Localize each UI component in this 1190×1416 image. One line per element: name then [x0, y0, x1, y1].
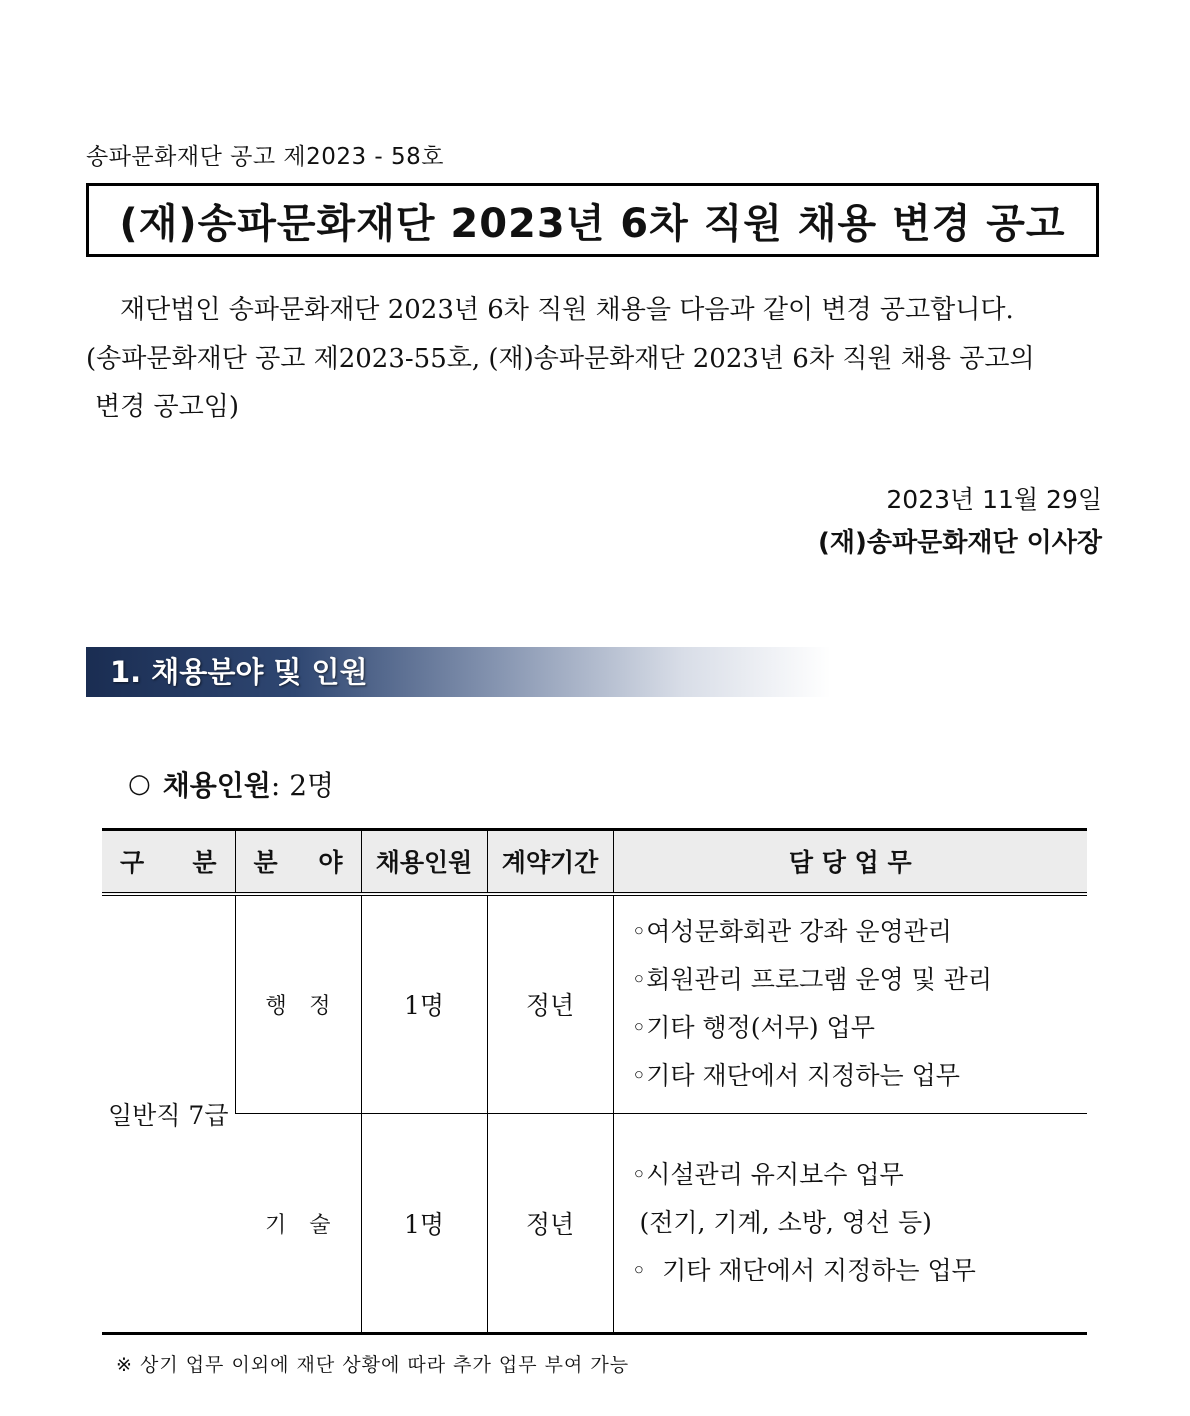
field-cell: 행 정 — [235, 894, 361, 1114]
header-term: 계약기간 — [487, 830, 613, 894]
header-division: 구 분 — [102, 830, 235, 894]
notice-number: 송파문화재단 공고 제2023 - 58호 — [86, 144, 445, 170]
headcount-value: : 2명 — [270, 769, 335, 802]
intro-line-3: 변경 공고임) — [95, 392, 239, 422]
footnote: ※ 상기 업무 이외에 재단 상황에 따라 추가 업무 부여 가능 — [116, 1354, 630, 1376]
duty-item: (전기, 기계, 소방, 영선 등) — [631, 1208, 932, 1237]
duty-item: ◦ 기타 재단에서 지정하는 업무 — [631, 1256, 976, 1285]
duty-item: ◦기타 행정(서무) 업무 — [631, 1013, 875, 1043]
headcount-label: 채용인원 — [162, 769, 271, 802]
issuer: (재)송파문화재단 이사장 — [818, 528, 1102, 558]
duty-item: ◦여성문화회관 강좌 운영관리 — [631, 917, 952, 947]
field-cell: 기 술 — [235, 1114, 361, 1334]
count-cell: 1명 — [361, 1114, 487, 1334]
header-duties: 담 당 업 무 — [613, 830, 1087, 894]
header-count: 채용인원 — [361, 830, 487, 894]
section-title: 1. 채용분야 및 인원 — [110, 655, 368, 689]
intro-line-1: 재단법인 송파문화재단 2023년 6차 직원 채용을 다음과 같이 변경 공고합니다. — [120, 295, 1014, 325]
headcount-line — [128, 764, 334, 804]
circle-bullet-icon: ○ — [128, 769, 151, 799]
count-cell: 1명 — [361, 894, 487, 1114]
header-field: 분 야 — [235, 830, 361, 894]
table-row — [102, 1114, 1087, 1334]
term-cell: 정년 — [487, 1114, 613, 1334]
page-title: (재)송파문화재단 2023년 6차 직원 채용 변경 공고 — [86, 183, 1099, 257]
grade-cell: 일반직 7급 — [102, 894, 235, 1334]
duty-item: ◦기타 재단에서 지정하는 업무 — [631, 1061, 960, 1091]
notice-date: 2023년 11월 29일 — [886, 485, 1102, 514]
table-row — [102, 894, 1087, 1114]
table-header-row — [102, 830, 1087, 894]
duty-item: ◦시설관리 유지보수 업무 — [631, 1160, 904, 1189]
intro-line-2: (송파문화재단 공고 제2023-55호, (재)송파문화재단 2023년 6차 직원 채용 공고의 — [86, 344, 1035, 374]
duties-cell — [613, 1114, 1087, 1334]
duties-cell — [613, 894, 1087, 1114]
duty-item: ◦회원관리 프로그램 운영 및 관리 — [631, 965, 992, 995]
term-cell: 정년 — [487, 894, 613, 1114]
recruitment-table — [102, 828, 1087, 1335]
